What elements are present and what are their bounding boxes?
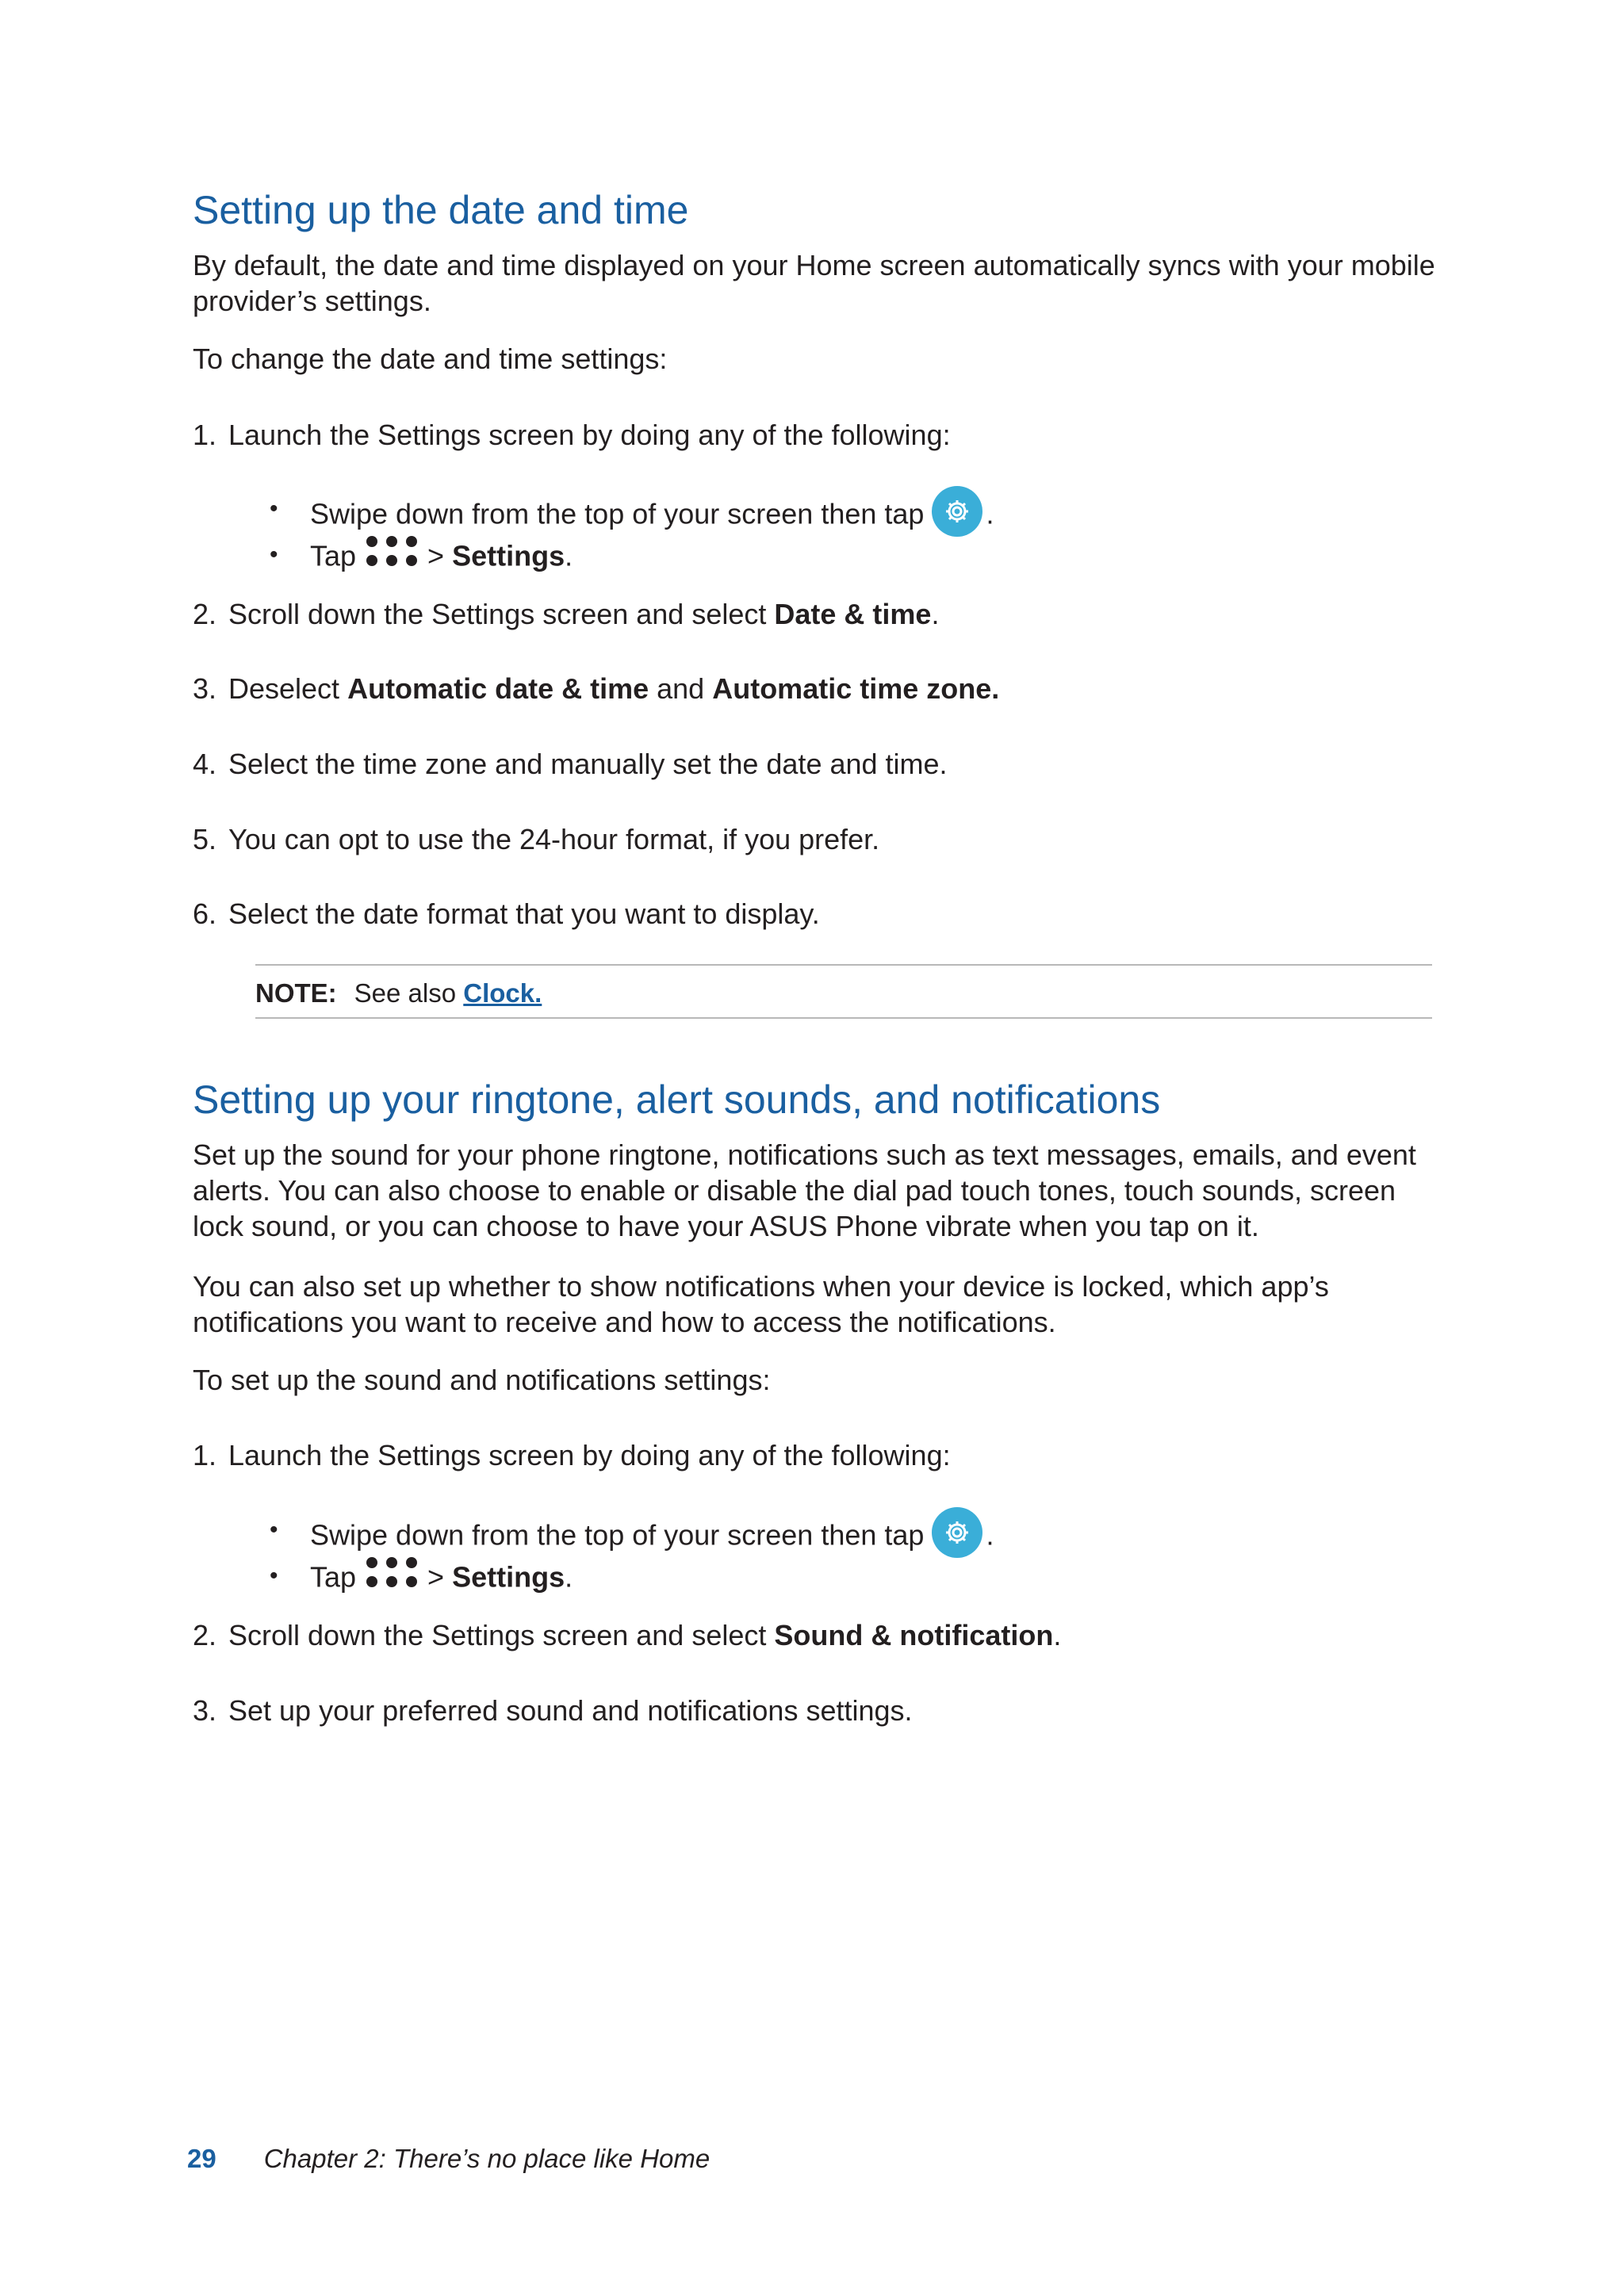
step-number: 1. (193, 419, 217, 451)
punctuation: . (986, 497, 994, 530)
separator: > (427, 539, 445, 572)
step-5 (193, 821, 879, 857)
section-title-sounds: Setting up your ringtone, alert sounds, and notifications (193, 1077, 1161, 1122)
step-2 (193, 596, 939, 632)
bullet-text: Tap (310, 1560, 357, 1594)
auto-date-label: Automatic date & time (347, 672, 649, 705)
bullet-icon: • (270, 541, 278, 568)
step-4 (193, 746, 948, 782)
note-top-divider (255, 964, 1432, 966)
settings-gear-icon (932, 486, 982, 537)
intro-paragraph-2: You can also set up whether to show notifications when your device is locked, which app’s notifications you want to receive and how to access the notifications. (193, 1270, 1329, 1338)
settings-label: Settings (452, 539, 565, 572)
step-number: 1. (193, 1439, 217, 1471)
intro-paragraph: Set up the sound for your phone ringtone, notifications such as text messages, emails, and event alerts. You can also choose to enable or disable the dial pad touch tones, touch sounds, screen lock sound, or you can choose to have your ASUS Phone vibrate when you tap on it. (193, 1138, 1416, 1242)
note-bottom-divider (255, 1017, 1432, 1019)
punctuation: . (986, 1518, 994, 1552)
step-number: 4. (193, 748, 217, 780)
intro-paragraph: By default, the date and time displayed on your Home screen automatically syncs with your mobile provider’s settings. (193, 249, 1435, 317)
punctuation: . (565, 539, 573, 572)
step-text-mid: and (649, 672, 713, 705)
step-text: Deselect (228, 672, 348, 705)
bullet-icon: • (270, 1563, 278, 1589)
bullet-tap-settings (310, 1558, 573, 1601)
step-number: 3. (193, 672, 217, 705)
separator: > (427, 1560, 445, 1594)
punctuation: . (565, 1560, 573, 1594)
bullet-text: Swipe down from the top of your screen then tap (310, 497, 925, 530)
auto-zone-label: Automatic time zone. (712, 672, 1000, 705)
step-number: 5. (193, 823, 217, 855)
step-1 (193, 417, 951, 453)
step-number: 2. (193, 598, 217, 630)
chapter-title: Chapter 2: There’s no place like Home (263, 2144, 710, 2173)
lead-text: To change the date and time settings: (193, 342, 668, 375)
step-text: Scroll down the Settings screen and select (228, 1619, 775, 1651)
settings-gear-icon (932, 1507, 982, 1558)
step-2 (193, 1617, 1061, 1653)
step-text: Select the time zone and manually set the date and time. (228, 748, 948, 780)
bullet-icon: • (270, 496, 278, 522)
step-text: You can opt to use the 24-hour format, if you prefer. (228, 823, 880, 855)
step-1 (193, 1437, 951, 1473)
bullet-text: Tap (310, 539, 357, 572)
page-footer (187, 2143, 710, 2175)
step-3 (193, 671, 999, 706)
step-number: 3. (193, 1694, 217, 1727)
section-title-date-time: Setting up the date and time (193, 188, 689, 232)
step-number: 6. (193, 897, 217, 930)
clock-link[interactable]: Clock. (463, 978, 542, 1008)
step-text: Select the date format that you want to display. (228, 897, 820, 930)
bullet-icon: • (270, 1517, 278, 1543)
step-text: Launch the Settings screen by doing any of the following: (228, 1439, 951, 1471)
note-box (255, 978, 542, 1009)
note-text: See also (354, 978, 464, 1008)
step-text: Launch the Settings screen by doing any of the following: (228, 419, 951, 451)
bullet-tap-settings (310, 537, 573, 580)
punctuation: . (931, 598, 940, 630)
all-apps-icon (364, 1555, 419, 1598)
sound-notification-label: Sound & notification (774, 1619, 1054, 1651)
step-number: 2. (193, 1619, 217, 1651)
step-text: Set up your preferred sound and notifications settings. (228, 1694, 913, 1727)
note-label: NOTE: (255, 978, 337, 1008)
all-apps-icon (364, 534, 419, 576)
step-3 (193, 1693, 913, 1728)
step-6 (193, 896, 820, 932)
step-text: Scroll down the Settings screen and select (228, 598, 775, 630)
date-time-label: Date & time (774, 598, 932, 630)
settings-label: Settings (452, 1560, 565, 1594)
page-number: 29 (187, 2144, 216, 2173)
bullet-text: Swipe down from the top of your screen then tap (310, 1518, 925, 1552)
punctuation: . (1053, 1619, 1062, 1651)
lead-text: To set up the sound and notifications settings: (193, 1364, 771, 1396)
